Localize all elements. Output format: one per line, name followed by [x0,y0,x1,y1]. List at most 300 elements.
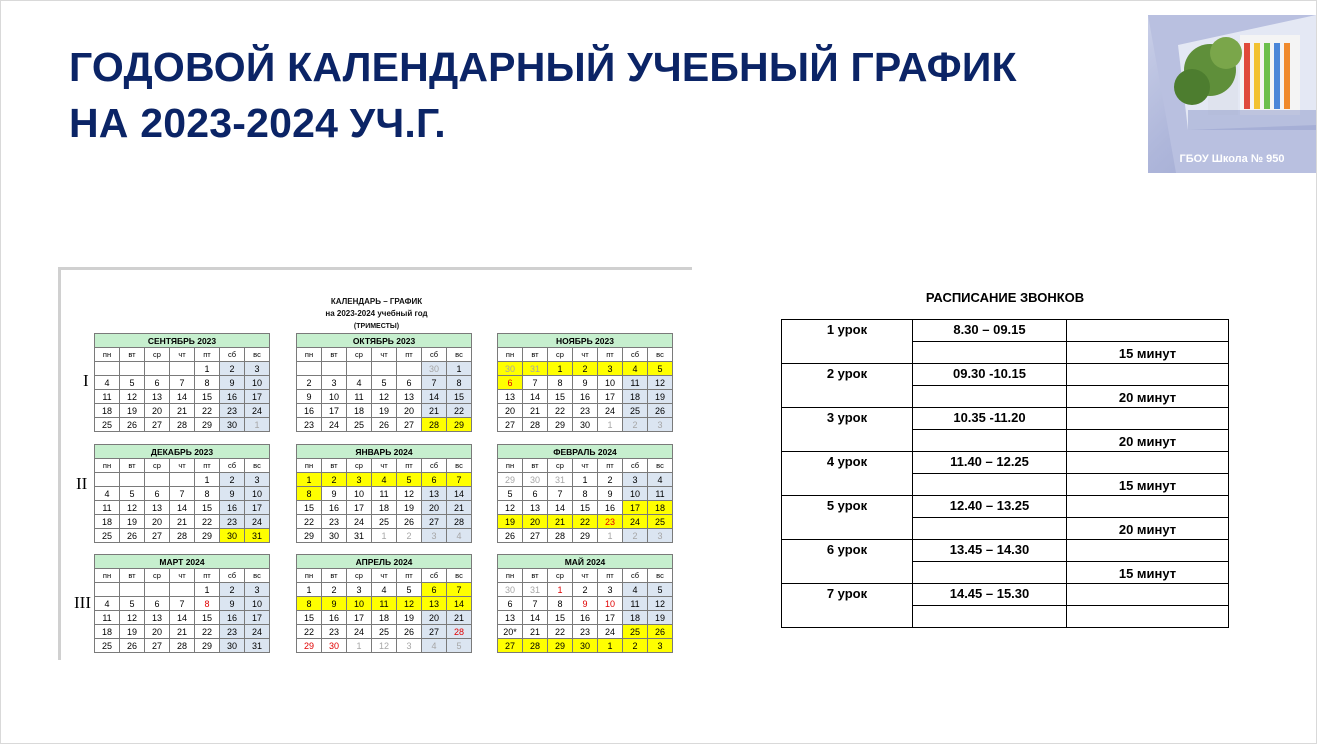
weekday-header: пт [598,569,623,583]
week-row [95,501,270,515]
empty-cell [913,606,1067,628]
day-cell [397,362,422,376]
week-row [297,487,472,501]
weekday-header: ср [347,348,372,362]
day-cell [145,583,170,597]
day-cell: 25 [648,515,673,529]
weekday-header: вт [322,459,347,473]
trimester-label: I [83,371,89,390]
day-cell: 3 [347,473,372,487]
day-cell: 18 [623,611,648,625]
day-cell [170,473,195,487]
day-cell: 29 [195,418,220,432]
day-cell: 29 [297,529,322,543]
empty-cell [913,562,1067,584]
weekday-header: вс [648,569,673,583]
day-cell: 15 [573,501,598,515]
day-cell: 28 [548,529,573,543]
day-cell: 24 [598,404,623,418]
month-calendar [296,333,472,432]
day-cell: 11 [372,487,397,501]
day-cell: 7 [447,583,472,597]
weekday-header: пн [498,569,523,583]
day-cell: 19 [397,501,422,515]
day-cell: 24 [322,418,347,432]
week-row [95,487,270,501]
day-cell: 10 [347,487,372,501]
day-cell: 15 [548,611,573,625]
day-cell: 4 [623,583,648,597]
weekday-header: вт [322,569,347,583]
day-cell: 28 [523,418,548,432]
day-cell: 16 [573,611,598,625]
weekday-header: сб [422,569,447,583]
weekday-header: пт [397,459,422,473]
lesson-number: 6 урок [782,540,913,562]
day-cell: 22 [297,515,322,529]
day-cell: 9 [220,487,245,501]
week-row [498,404,673,418]
day-cell: 21 [422,404,447,418]
day-cell [95,362,120,376]
page-title [69,39,1017,151]
week-row [297,639,472,653]
break-duration: 15 минут [1067,562,1229,584]
day-cell: 13 [145,611,170,625]
day-cell: 15 [195,611,220,625]
day-cell: 14 [548,501,573,515]
day-cell: 14 [447,597,472,611]
day-cell: 14 [523,611,548,625]
week-row [297,362,472,376]
empty-cell [913,386,1067,408]
lesson-row [782,364,1229,386]
weekday-header: пн [498,348,523,362]
week-row [498,529,673,543]
day-cell: 2 [322,583,347,597]
day-cell: 5 [120,487,145,501]
day-cell: 13 [498,390,523,404]
day-cell: 23 [220,515,245,529]
day-cell: 17 [347,611,372,625]
day-cell: 1 [598,529,623,543]
day-cell: 11 [95,501,120,515]
week-row [498,611,673,625]
day-cell: 21 [548,515,573,529]
week-row [95,611,270,625]
day-cell: 6 [523,487,548,501]
day-cell: 24 [347,515,372,529]
day-cell: 6 [397,376,422,390]
day-cell: 15 [195,390,220,404]
day-cell: 4 [623,362,648,376]
day-cell: 18 [95,625,120,639]
weekday-header: чт [573,348,598,362]
day-cell: 27 [422,625,447,639]
empty-cell [782,518,913,540]
weekday-header: ср [145,348,170,362]
week-row [297,390,472,404]
day-cell: 12 [120,390,145,404]
day-cell: 8 [297,487,322,501]
day-cell: 24 [245,515,270,529]
day-cell: 11 [623,376,648,390]
weekday-header: пн [297,459,322,473]
day-cell: 15 [195,501,220,515]
break-duration: 20 минут [1067,386,1229,408]
empty-cell [1067,540,1229,562]
weekday-header: чт [573,459,598,473]
week-row [297,418,472,432]
day-cell: 1 [195,473,220,487]
empty-cell [1067,584,1229,606]
month-name: НОЯБРЬ 2023 [498,334,673,348]
day-cell: 6 [145,597,170,611]
day-cell: 30 [220,529,245,543]
day-cell: 13 [145,501,170,515]
day-cell: 3 [648,639,673,653]
calendar-subheading: на 2023-2024 учебный год [325,309,428,318]
day-cell: 27 [397,418,422,432]
weekday-header: вс [245,348,270,362]
week-row [297,404,472,418]
day-cell: 1 [598,639,623,653]
week-row [498,418,673,432]
day-cell: 7 [170,487,195,501]
day-cell: 5 [648,362,673,376]
calendar-trimesters-note: (ТРИМЕСТЫ) [353,323,400,330]
weekday-header: вс [648,459,673,473]
break-duration: 15 минут [1067,474,1229,496]
month-name: СЕНТЯБРЬ 2023 [95,334,270,348]
lesson-time: 11.40 – 12.25 [913,452,1067,474]
break-row [782,562,1229,584]
day-cell: 24 [598,625,623,639]
day-cell: 29 [195,639,220,653]
week-row [297,515,472,529]
weekday-header: ср [347,569,372,583]
day-cell: 6 [498,376,523,390]
day-cell: 1 [297,583,322,597]
break-row [782,518,1229,540]
day-cell: 14 [523,390,548,404]
day-cell: 27 [523,529,548,543]
day-cell: 1 [245,418,270,432]
weekday-header: пт [598,348,623,362]
day-cell: 13 [397,390,422,404]
empty-cell [913,342,1067,364]
month-calendar [497,333,673,432]
day-cell: 25 [372,515,397,529]
day-cell: 9 [322,487,347,501]
month-name: ДЕКАБРЬ 2023 [95,445,270,459]
day-cell: 2 [623,529,648,543]
weekday-header: ср [145,459,170,473]
lesson-row [782,452,1229,474]
day-cell: 3 [347,583,372,597]
lesson-number: 1 урок [782,320,913,342]
day-cell: 13 [422,487,447,501]
weekday-header: чт [372,569,397,583]
lesson-time: 12.40 – 13.25 [913,496,1067,518]
day-cell: 2 [322,473,347,487]
day-cell: 26 [397,515,422,529]
weekday-header: вс [447,569,472,583]
day-cell: 15 [297,501,322,515]
day-cell: 16 [220,390,245,404]
day-cell: 21 [170,625,195,639]
day-cell: 10 [322,390,347,404]
day-cell: 1 [347,639,372,653]
day-cell: 19 [498,515,523,529]
day-cell: 30 [523,473,548,487]
day-cell: 9 [220,376,245,390]
weekday-header: вс [648,348,673,362]
day-cell: 22 [573,515,598,529]
day-cell: 29 [195,529,220,543]
weekday-header: вт [523,459,548,473]
day-cell: 18 [347,404,372,418]
day-cell: 3 [397,639,422,653]
weekday-header: чт [170,459,195,473]
day-cell: 2 [623,418,648,432]
day-cell: 18 [372,611,397,625]
logo-caption: ГБОУ Школа № 950 [1179,153,1285,165]
week-row [95,529,270,543]
day-cell [322,362,347,376]
day-cell: 15 [447,390,472,404]
day-cell: 24 [245,404,270,418]
weekday-header: пт [397,348,422,362]
day-cell: 19 [648,611,673,625]
day-cell: 29 [548,639,573,653]
day-cell: 4 [347,376,372,390]
day-cell: 14 [170,390,195,404]
day-cell: 28 [170,529,195,543]
day-cell: 1 [548,362,573,376]
title-line-1: ГОДОВОЙ КАЛЕНДАРНЫЙ УЧЕБНЫЙ ГРАФИК [69,44,1017,90]
day-cell: 16 [322,611,347,625]
day-cell: 20* [498,625,523,639]
day-cell: 26 [372,418,397,432]
day-cell: 27 [145,639,170,653]
day-cell: 29 [548,418,573,432]
day-cell: 12 [397,487,422,501]
weekday-header: вт [120,348,145,362]
day-cell: 23 [220,625,245,639]
lesson-number: 2 урок [782,364,913,386]
day-cell: 20 [145,625,170,639]
day-cell [95,583,120,597]
day-cell: 26 [648,625,673,639]
day-cell: 16 [573,390,598,404]
day-cell: 16 [220,611,245,625]
day-cell: 22 [447,404,472,418]
day-cell: 21 [523,625,548,639]
week-row [498,473,673,487]
day-cell: 4 [95,376,120,390]
day-cell: 8 [195,376,220,390]
day-cell: 28 [523,639,548,653]
day-cell: 31 [245,639,270,653]
week-row [498,376,673,390]
break-duration: 15 минут [1067,342,1229,364]
day-cell: 16 [322,501,347,515]
day-cell: 11 [648,487,673,501]
week-row [95,376,270,390]
break-duration: 20 минут [1067,430,1229,452]
day-cell: 22 [548,625,573,639]
day-cell: 25 [372,625,397,639]
day-cell: 29 [297,639,322,653]
lesson-time: 10.35 -11.20 [913,408,1067,430]
week-row [498,362,673,376]
break-row [782,430,1229,452]
day-cell: 30 [322,529,347,543]
weekday-header: ср [548,459,573,473]
day-cell [347,362,372,376]
day-cell: 13 [145,390,170,404]
weekday-header: вт [120,459,145,473]
empty-cell [782,430,913,452]
day-cell: 9 [220,597,245,611]
day-cell: 4 [648,473,673,487]
empty-cell [782,562,913,584]
day-cell: 30 [498,362,523,376]
day-cell: 5 [120,376,145,390]
day-cell: 27 [422,515,447,529]
day-cell: 8 [195,487,220,501]
break-duration: 20 минут [1067,518,1229,540]
day-cell: 24 [623,515,648,529]
day-cell: 1 [297,473,322,487]
day-cell: 2 [598,473,623,487]
day-cell: 29 [573,529,598,543]
day-cell: 14 [170,611,195,625]
month-name: ЯНВАРЬ 2024 [297,445,472,459]
empty-cell [1067,364,1229,386]
day-cell: 26 [120,418,145,432]
month-calendar [296,554,472,653]
week-row [297,501,472,515]
day-cell: 23 [573,625,598,639]
break-duration [1067,606,1229,628]
day-cell: 19 [397,611,422,625]
week-row [498,625,673,639]
day-cell: 10 [598,597,623,611]
day-cell: 21 [523,404,548,418]
weekday-header: сб [422,459,447,473]
day-cell: 5 [372,376,397,390]
day-cell: 17 [245,390,270,404]
day-cell: 12 [397,597,422,611]
break-row [782,386,1229,408]
school-logo [1148,15,1316,173]
weekday-header: пн [297,569,322,583]
week-row [498,390,673,404]
day-cell: 20 [422,611,447,625]
week-row [95,362,270,376]
day-cell: 30 [322,639,347,653]
day-cell: 27 [498,418,523,432]
day-cell: 8 [447,376,472,390]
day-cell: 3 [623,473,648,487]
month-name: ФЕВРАЛЬ 2024 [498,445,673,459]
empty-cell [1067,496,1229,518]
week-row [297,473,472,487]
day-cell: 3 [245,583,270,597]
day-cell: 26 [120,639,145,653]
day-cell: 19 [120,404,145,418]
day-cell: 17 [347,501,372,515]
day-cell: 2 [220,583,245,597]
title-line-2: НА 2023-2024 УЧ.Г. [69,100,446,146]
day-cell: 14 [447,487,472,501]
day-cell: 23 [297,418,322,432]
day-cell: 5 [397,473,422,487]
day-cell: 12 [648,597,673,611]
day-cell: 1 [447,362,472,376]
day-cell: 3 [598,583,623,597]
day-cell: 27 [498,639,523,653]
day-cell: 12 [120,501,145,515]
day-cell: 6 [498,597,523,611]
week-row [498,583,673,597]
day-cell [120,473,145,487]
day-cell: 3 [245,473,270,487]
day-cell: 21 [447,501,472,515]
day-cell: 6 [422,583,447,597]
empty-cell [782,342,913,364]
day-cell: 26 [648,404,673,418]
day-cell: 4 [372,583,397,597]
day-cell: 27 [145,418,170,432]
day-cell: 8 [573,487,598,501]
empty-cell [782,386,913,408]
month-calendar [94,333,270,432]
day-cell: 20 [498,404,523,418]
weekday-header: пн [95,569,120,583]
empty-cell [1067,408,1229,430]
day-cell: 15 [548,390,573,404]
day-cell: 23 [220,404,245,418]
weekday-header: вт [322,348,347,362]
day-cell: 6 [145,376,170,390]
lesson-time: 09.30 -10.15 [913,364,1067,386]
lesson-time: 8.30 – 09.15 [913,320,1067,342]
day-cell: 20 [397,404,422,418]
day-cell: 18 [648,501,673,515]
day-cell: 30 [422,362,447,376]
lesson-number: 4 урок [782,452,913,474]
day-cell: 22 [195,515,220,529]
weekday-header: чт [372,459,397,473]
day-cell: 3 [422,529,447,543]
day-cell: 20 [422,501,447,515]
day-cell [170,362,195,376]
week-row [95,473,270,487]
month-calendar [94,554,270,653]
day-cell: 22 [195,625,220,639]
weekday-header: пт [195,459,220,473]
weekday-header: сб [623,459,648,473]
day-cell: 28 [170,639,195,653]
day-cell: 9 [573,376,598,390]
weekday-header: пн [95,348,120,362]
weekday-header: пт [598,459,623,473]
weekday-header: сб [220,569,245,583]
weekday-header: вт [120,569,145,583]
